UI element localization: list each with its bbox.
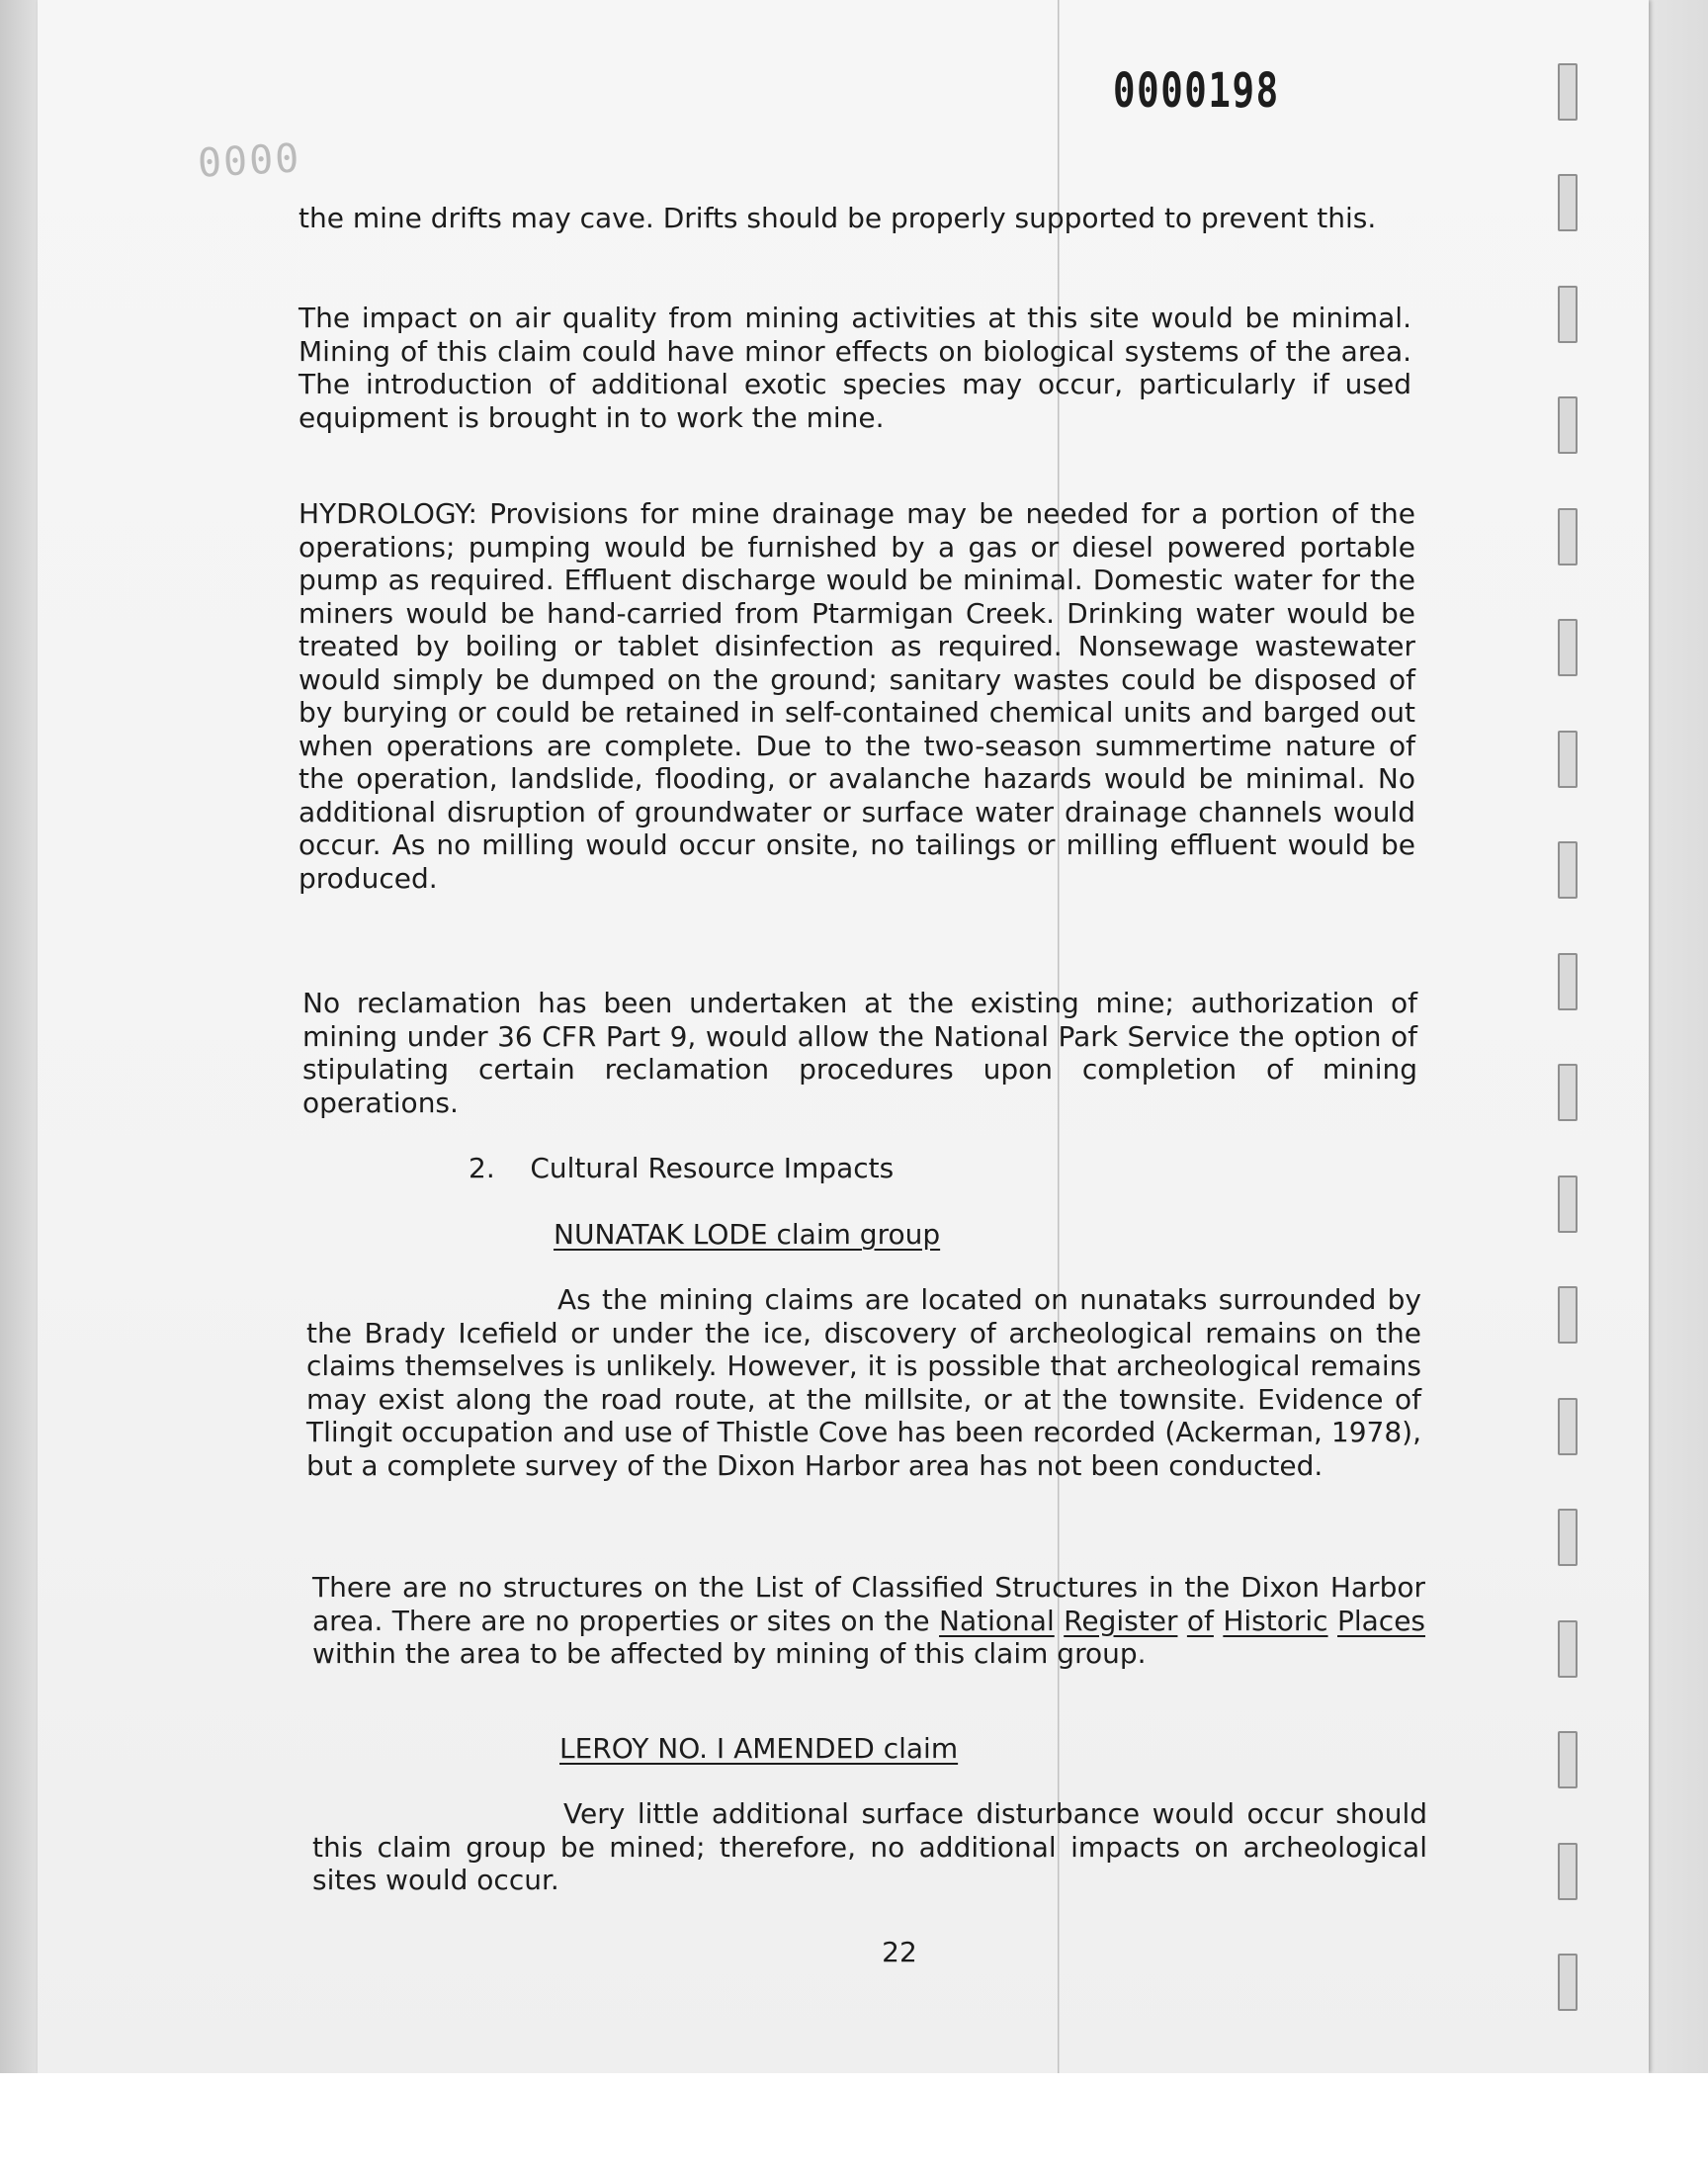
subheading-nunatak: [554, 1218, 940, 1252]
paragraph-text: No reclamation has been undertaken at the existing mine; authorization of mining under 36 CFR Part 9, would allow the National Park Service the option of stipulating certain reclamation procedures upon completion of mining operations.: [302, 987, 1417, 1119]
register-word: Historic: [1223, 1604, 1328, 1637]
page-number: 22: [882, 1936, 917, 1968]
register-word: Register: [1064, 1604, 1178, 1637]
subheading-text: NUNATAK LODE claim group: [554, 1218, 941, 1251]
faded-stamp-number: 0000: [196, 135, 302, 187]
paragraph-text-end: within the area to be affected by mining of this claim group.: [312, 1637, 1147, 1670]
subheading-text: LEROY NO. I AMENDED claim: [559, 1732, 959, 1765]
register-word: Places: [1336, 1604, 1426, 1637]
paragraph-structures: [312, 1571, 1425, 1671]
section-heading-text: 2. Cultural Resource Impacts: [469, 1152, 895, 1184]
paragraph-text-start: There are no structures on the List of Classified Structures in the Dixon Harbor area. There are no properties or sites on the: [312, 1571, 1425, 1637]
paragraph-text: The impact on air quality from mining activities at this site would be minimal. Mining of this claim could have minor effects on biological systems of the area. The introduction of additional exotic species may occur, particularly if used equipment is brought in to work the mine.: [299, 302, 1411, 434]
paragraph-text: HYDROLOGY: Provisions for mine drainage may be needed for a portion of the operations; pumping would be furnished by a gas or diesel powered portable pump as required. Effluent discharge would be minimal. Domestic water for the miners would be hand-carried from Ptarmigan Creek. Drinking water would be treated by boiling or tablet disinfection as required. Nonsewage wastewater would simply be dumped on the ground; sanitary wastes could be disposed of by burying or could be retained in self-contained chemical units and barged out when operations are complete. Due to the two-season summertime nature of the operation, landslide, flooding, or avalanche hazards would be minimal. No additional disruption of groundwater or surface water drainage channels would occur. As no milling would occur onsite, no tailings or milling effluent would be produced.: [299, 497, 1415, 895]
paragraph-archeological: [306, 1283, 1421, 1482]
paragraph-text: the mine drifts may cave. Drifts should be properly supported to prevent this.: [299, 202, 1377, 234]
register-word: National: [939, 1604, 1055, 1637]
register-word: of: [1186, 1604, 1214, 1637]
section-heading-cultural-resource-impacts: [469, 1152, 894, 1185]
paragraph-surface-disturbance: [312, 1797, 1427, 1897]
paragraph-text: As the mining claims are located on nunataks surrounded by the Brady Icefield or under the ice, discovery of archeological remains on the claims themselves is unlikely. However, it is possible that archeological remains may exist along the road route, at the millsite, or at the townsite. Evidence of Tlingit occupation and use of Thistle Cove has been recorded (Ackerman, 1978), but a complete survey of the Dixon Harbor area has not been conducted.: [306, 1283, 1421, 1482]
paragraph-air-quality: [299, 302, 1411, 434]
paragraph-text: Very little additional surface disturbance would occur should this claim group be mined; therefore, no additional impacts on archeological sites would occur.: [312, 1797, 1427, 1896]
paragraph-mine-drifts: [299, 202, 1411, 235]
paragraph-text: [312, 1571, 1425, 1671]
document-number: 0000198: [1113, 63, 1280, 119]
subheading-leroy: [559, 1732, 958, 1766]
paragraph-reclamation: [302, 987, 1417, 1119]
paragraph-hydrology: [299, 497, 1415, 895]
